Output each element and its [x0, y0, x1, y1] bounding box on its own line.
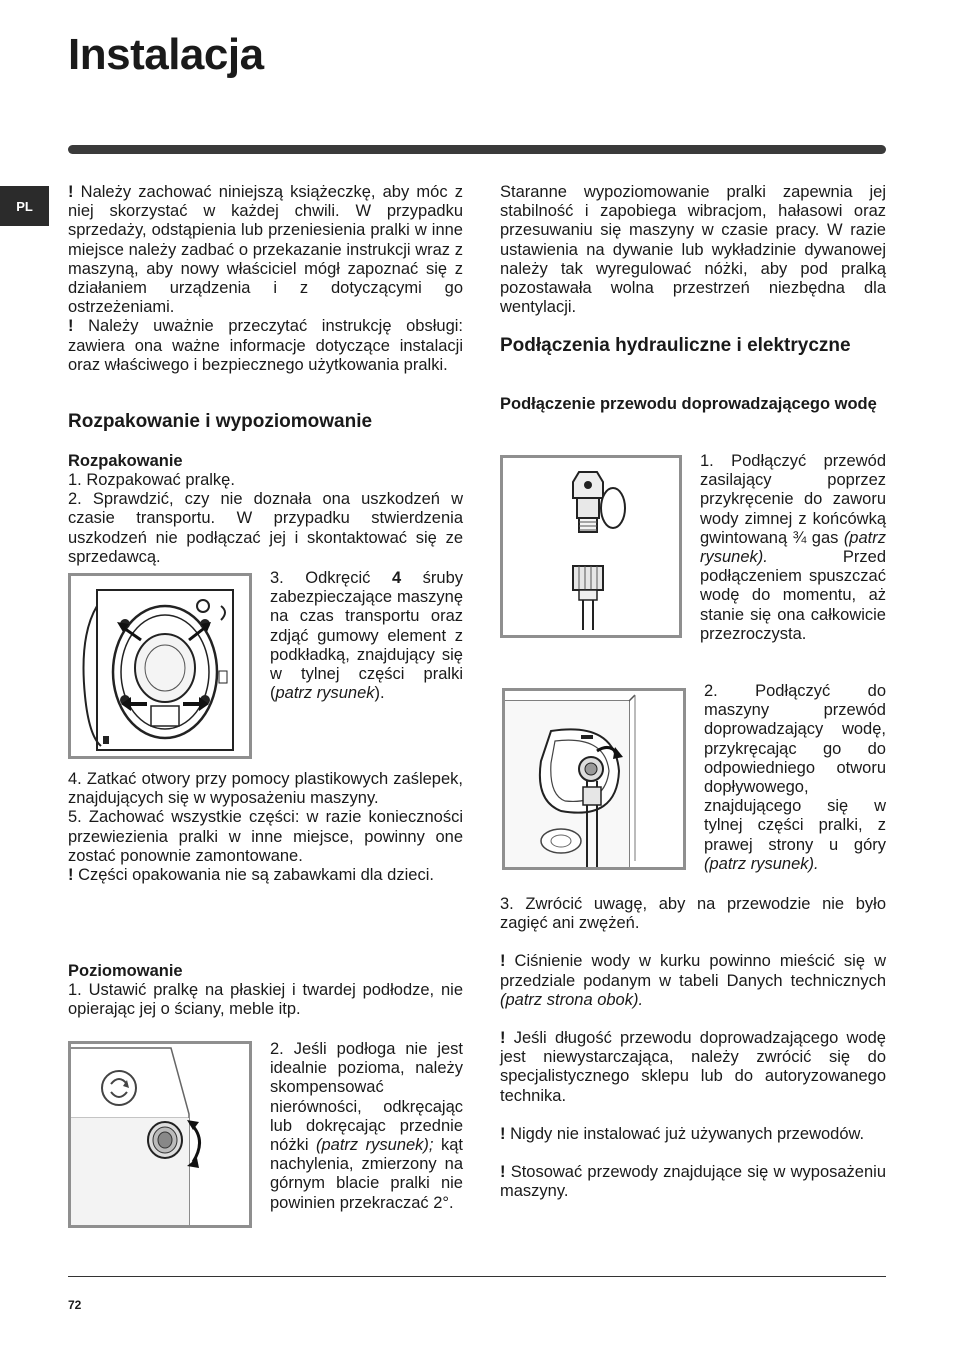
- water-step-3: 3. Zwrócić uwagę, aby na przewodzie nie było zagięć ani zwężeń.: [500, 895, 886, 933]
- intro-paragraph-2: ! Należy uważnie przeczytać instrukcję obsługi: zawiera ona ważne informacje dotyczące instalacji oraz właściwego i bezpiecznego użytkowania pralki.: [68, 317, 463, 374]
- unpack-step-3: 3. Odkręcić 4 śruby zabezpieczające maszynę na czas transportu oraz zdjąć gumowy element z podkładką, znajdujący się w tylnej części pralki (patrz rysunek).: [270, 569, 464, 703]
- transport-bolts-figure: [68, 573, 252, 759]
- warning-icon: !: [500, 1124, 506, 1143]
- warning-icon: !: [68, 183, 74, 201]
- section-heading-hydraulic: Podłączenia hydrauliczne i elektryczne: [500, 335, 851, 356]
- used-hoses-warning: ! Nigdy nie instalować już używanych przewodów.: [500, 1124, 865, 1143]
- adjustable-foot-illustration: [71, 1044, 249, 1225]
- tap-hose-illustration: [503, 458, 679, 635]
- machine-inlet-figure: [502, 688, 686, 870]
- title-divider: [68, 145, 886, 154]
- warning-icon: !: [68, 866, 74, 885]
- warning-icon: !: [500, 1029, 506, 1048]
- section-heading-unpacking: Rozpakowanie i wypoziomowanie: [68, 411, 373, 432]
- language-tab: PL: [0, 186, 49, 226]
- unpack-warning: ! Części opakowania nie są zabawkami dla dzieci.: [68, 866, 434, 885]
- inlet-connection-illustration: [505, 691, 683, 867]
- unpacking-subheading: Rozpakowanie: [68, 452, 183, 470]
- level-step-1: 1. Ustawić pralkę na płaskiej i twardej podłodze, nie opierając jej o ściany, meble itp.: [68, 981, 463, 1019]
- leveling-description: Staranne wypoziomowanie pralki zapewnia jej stabilność i zapobiega wibracjom, hałasowi oraz przesuwaniu się maszyny w czasie pracy. W razie ustawienia na dywanie lub wykładzinie dywanowej należy tak wyregulować nóżki, aby pod pralką pozostawała wolna przestrzeń niezbędna dla wentylacji.: [500, 183, 886, 317]
- level-step-2: 2. Jeśli podłoga nie jest idealnie pozioma, należy skompensować nierówności, odkręcając lub dokręcając przednie nóżki (patrz rysunek); kąt nachylenia, zmierzony na górnym blacie pralki nie powinien przekraczać 2°.: [270, 1040, 463, 1212]
- footer-divider: [68, 1276, 886, 1277]
- unpack-step-5: 5. Zachować wszystkie części: w razie konieczności przewiezienia pralki w inne miejsce, powinny one zostać ponownie zamontowane.: [68, 808, 463, 865]
- unpacking-block: [68, 452, 463, 567]
- warning-icon: !: [500, 952, 506, 971]
- water-notes: [500, 895, 886, 1201]
- unpacking-block-2: [68, 770, 463, 885]
- water-step-1: 1. Podłączyć przewód zasilający poprzez przykręcenie do zaworu wody zimnej z końcówką gwintowaną ¾ gas (patrz rysunek). Przed podłączeniem spuszczać wodę do momentu, aż stanie się ona całkowicie przezroczysta.: [700, 452, 886, 643]
- page-number: 72: [68, 1298, 82, 1312]
- leveling-subheading: Poziomowanie: [68, 962, 183, 980]
- unpack-step-1: 1. Rozpakować pralkę.: [68, 471, 235, 489]
- unpack-step-2: 2. Sprawdzić, czy nie doznała ona uszkodzeń w czasie transportu. W przypadku stwierdzenia uszkodzeń nie podłączać jej i skontaktować się ze sprzedawcą.: [68, 490, 463, 566]
- warning-icon: !: [500, 1163, 506, 1182]
- leveling-block: [68, 962, 463, 1019]
- leveling-foot-figure: [68, 1041, 252, 1228]
- unpack-step-4: 4. Zatkać otwory przy pomocy plastikowych zaślepek, znajdujących się w wyposażeniu maszyny.: [68, 770, 463, 808]
- page-title: Instalacja: [68, 30, 264, 79]
- intro-paragraph-1: ! Należy zachować niniejszą książeczkę, aby móc z niej skorzystać w każdej chwili. W przypadku sprzedaży, odstąpienia lub przeniesienia pralki w inne miejsce należy zadbać o przekazanie instrukcji wraz z maszyną, aby nowy właściciel mógł zapoznać się z działaniem urządzenia i z dotyczącymi go ostrzeżeniami.: [68, 183, 463, 317]
- hose-length-warning: ! Jeśli długość przewodu doprowadzającego wodę jest niewystarczająca, należy zwrócić się do specjalistycznego sklepu lub do autoryzowanego technika.: [500, 1029, 886, 1105]
- water-inlet-subheading: Podłączenie przewodu doprowadzającego wodę: [500, 395, 877, 413]
- tap-connection-figure: [500, 455, 682, 638]
- water-step-2: 2. Podłączyć do maszyny przewód doprowadzający wodę, przykręcając go do odpowiedniego otworu dopływowego, znajdującego się w tylnej części pralki, z prawej strony u góry (patrz rysunek).: [704, 682, 886, 873]
- pressure-warning: ! Ciśnienie wody w kurku powinno mieścić się w przedziale podanym w tabeli Danych technicznych (patrz strona obok).: [500, 952, 886, 1009]
- warning-icon: !: [68, 317, 74, 336]
- right-intro: [500, 183, 886, 317]
- left-intro: [68, 183, 463, 375]
- supplied-hoses-warning: ! Stosować przewody znajdujące się w wyposażeniu maszyny.: [500, 1163, 886, 1201]
- washer-back-illustration: [71, 576, 249, 756]
